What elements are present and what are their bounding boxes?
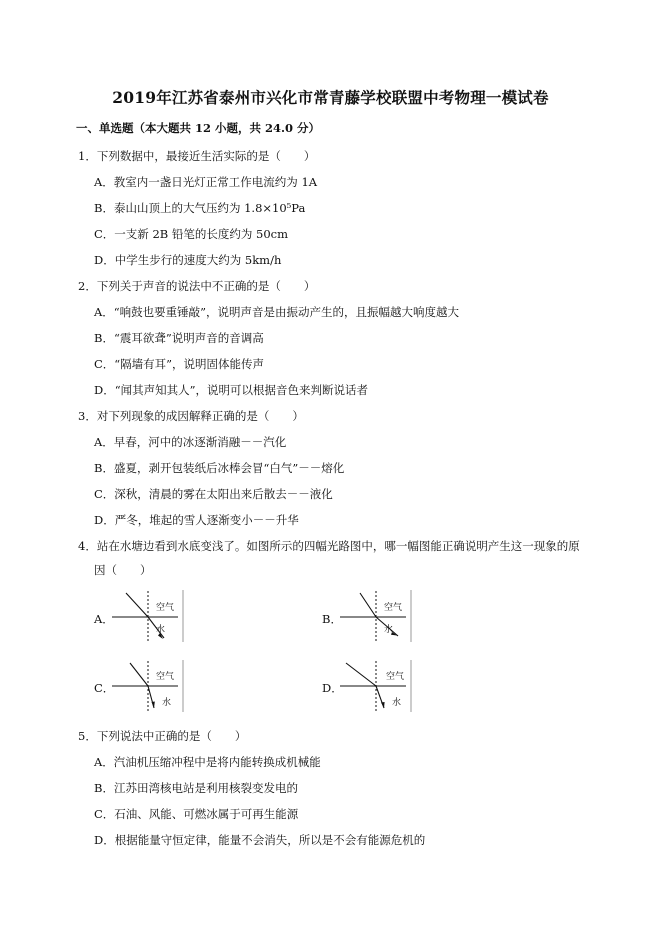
question-2-option-d: D．“闻其声知其人”，说明可以根据音色来判断说话者 bbox=[94, 383, 368, 397]
question-5-option-a: A．汽油机压缩冲程中是将内能转换成机械能 bbox=[94, 755, 321, 769]
question-1-option-a: A．教室内一盏日光灯正常工作电流约为 1A bbox=[94, 175, 318, 189]
question-4-option-c-diagram bbox=[112, 660, 184, 712]
question-4-option-b-diagram bbox=[340, 590, 412, 642]
question-1-option-b: B．泰山山顶上的大气压约为 1.8×10⁵Pa bbox=[94, 201, 306, 215]
question-5-option-c: C．石油、风能、可燃冰属于可再生能源 bbox=[94, 807, 299, 821]
question-4-stem-line2: 因（ ） bbox=[94, 563, 152, 577]
question-4-option-c-label: C． bbox=[94, 681, 115, 695]
section-heading: 一、单选题（本大题共 12 小题，共 24.0 分） bbox=[76, 121, 321, 135]
question-5-stem: 5．下列说法中正确的是（ ） bbox=[78, 729, 247, 743]
question-4-option-a-diagram bbox=[112, 590, 184, 642]
question-4-option-b-label: B． bbox=[322, 612, 342, 626]
question-3-option-d: D．严冬，堆起的雪人逐渐变小－－升华 bbox=[94, 513, 299, 527]
water-label: 水 bbox=[162, 698, 172, 708]
exam-title: 2019年江苏省泰州市兴化市常青藤学校联盟中考物理一模试卷 bbox=[112, 88, 549, 107]
question-2-option-c: C．“隔墙有耳”，说明固体能传声 bbox=[94, 357, 265, 371]
question-2-stem: 2．下列关于声音的说法中不正确的是（ ） bbox=[78, 279, 316, 293]
question-4-option-d-label: D． bbox=[322, 681, 343, 695]
water-label: 水 bbox=[384, 625, 394, 635]
question-3-option-c: C．深秋，清晨的雾在太阳出来后散去－－液化 bbox=[94, 487, 333, 501]
water-label: 水 bbox=[156, 625, 166, 635]
water-label: 水 bbox=[392, 698, 402, 708]
question-1-option-d: D．中学生步行的速度大约为 5km/h bbox=[94, 253, 282, 267]
question-5-option-d: D．根据能量守恒定律，能量不会消失，所以是不会有能源危机的 bbox=[94, 833, 426, 847]
question-2-option-b: B．“震耳欲聋”说明声音的音调高 bbox=[94, 331, 264, 345]
air-label: 空气 bbox=[386, 672, 405, 682]
question-3-stem: 3．对下列现象的成因解释正确的是（ ） bbox=[78, 409, 304, 423]
question-4-stem-line1: 4．站在水塘边看到水底变浅了。如图所示的四幅光路图中，哪一幅图能正确说明产生这一现象的原 bbox=[78, 539, 580, 553]
air-label: 空气 bbox=[384, 603, 403, 613]
question-3-option-a: A．早春，河中的冰逐渐消融－－汽化 bbox=[94, 435, 287, 449]
air-label: 空气 bbox=[156, 672, 175, 682]
air-label: 空气 bbox=[156, 603, 175, 613]
question-5-option-b: B．江苏田湾核电站是利用核裂变发电的 bbox=[94, 781, 298, 795]
question-4-option-d-diagram bbox=[340, 660, 412, 712]
question-1-option-c: C．一支新 2B 铅笔的长度约为 50cm bbox=[94, 227, 289, 241]
question-3-option-b: B．盛夏，剥开包装纸后冰棒会冒“白气”－－熔化 bbox=[94, 461, 345, 475]
question-2-option-a: A．“响鼓也要重锤敲”，说明声音是由振动产生的，且振幅越大响度越大 bbox=[94, 305, 460, 319]
question-4-option-a-label: A． bbox=[94, 612, 114, 626]
question-1-stem: 1．下列数据中，最接近生活实际的是（ ） bbox=[78, 149, 316, 163]
